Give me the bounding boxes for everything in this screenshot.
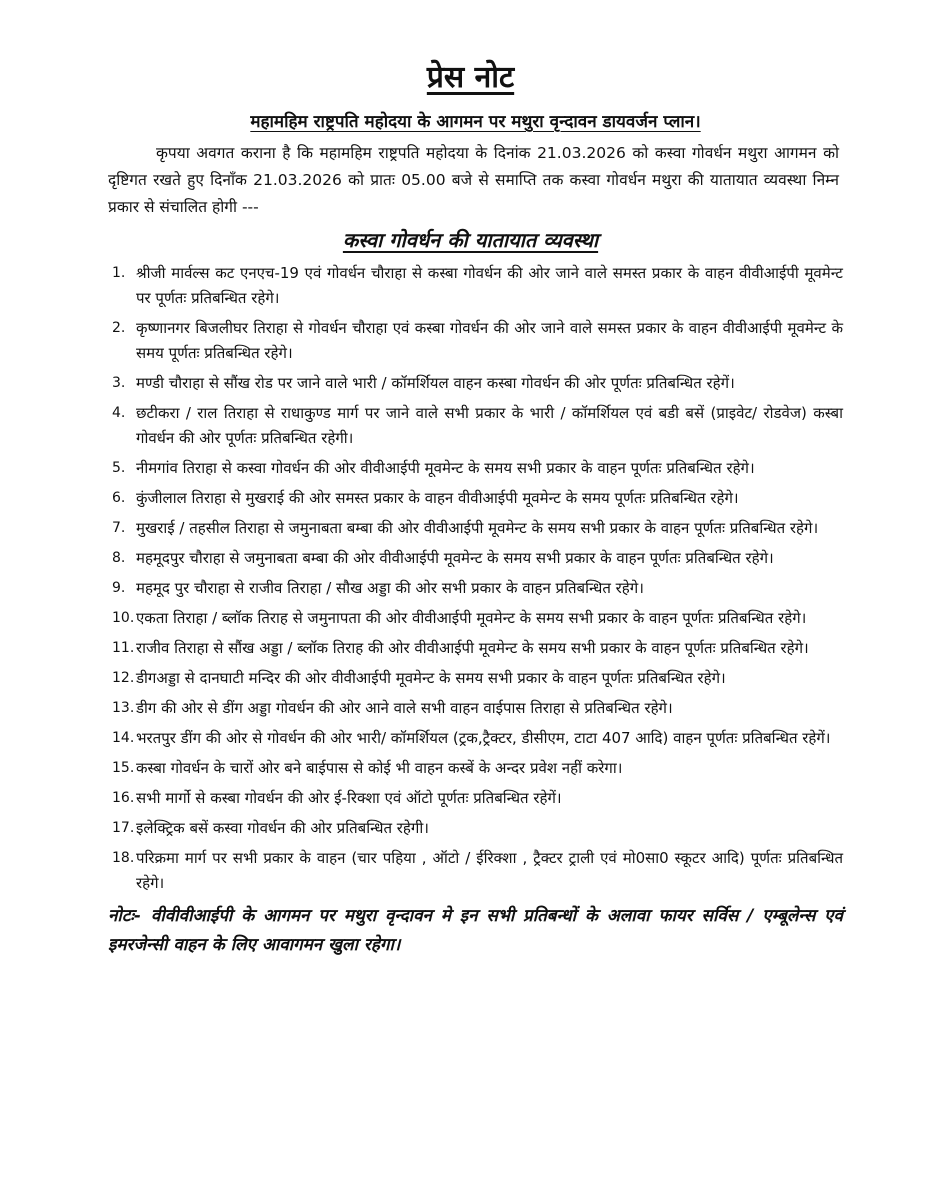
list-item-text: इलेक्ट्रिक बसें कस्वा गोवर्धन की ओर प्रतिबन्धित रहेगी। — [136, 819, 429, 837]
document-subtitle: महामहिम राष्ट्रपति महोदया के आगमन पर मथुरा वृन्दावन डायवर्जन प्लान। — [250, 112, 701, 132]
list-item-number: 18. — [112, 850, 135, 866]
list-item-number: 1. — [112, 265, 126, 281]
list-item — [112, 636, 829, 661]
intro-paragraph: कृपया अवगत कराना है कि महामहिम राष्ट्रपति महोदया के दिनांक 21.03.2026 को कस्वा गोवर्धन मथुरा आगमन को दृष्टिगत रखते हुए दिनाँक 21.03.2026 को प्रातः 05.00 बजे से समाप्ति तक कस्वा गोवर्धन मथुरा की यातायात व्यवस्था निम्न प्रकार से संचालित होगी --- — [108, 144, 839, 216]
list-item — [112, 696, 829, 721]
list-item-text: कस्बा गोवर्धन के चारों ओर बने बाईपास से कोई भी वाहन कस्बें के अन्दर प्रवेश नहीं करेगा। — [136, 759, 623, 777]
list-item-text: कृष्णानगर बिजलीघर तिराहा से गोवर्धन चौराहा एवं कस्बा गोवर्धन की ओर जाने वाले समस्त प्रकार के वाहन वीवीआईपी मूवमेन्ट के समय पूर्णतः प्रतिबन्धित रहेगे। — [136, 319, 843, 362]
list-item — [112, 756, 829, 781]
list-item-number: 3. — [112, 375, 126, 391]
list-item-number: 16. — [112, 790, 135, 806]
list-item-number: 14. — [112, 730, 135, 746]
list-item-text: डीगअड्डा से दानघाटी मन्दिर की ओर वीवीआईपी मूवमेन्ट के समय सभी प्रकार के वाहन पूर्णतः प्रतिबन्धित रहेगे। — [136, 669, 726, 687]
list-item-text: एकता तिराहा / ब्लॉक तिराह से जमुनापता की ओर वीवीआईपी मूवमेन्ट के समय सभी प्रकार के वाहन पूर्णतः प्रतिबन्धित रहेगे। — [136, 609, 807, 627]
document-title: प्रेस नोट — [426, 60, 515, 95]
list-item-number: 6. — [112, 490, 126, 506]
list-item — [112, 456, 829, 481]
list-item-number: 9. — [112, 580, 126, 596]
list-item — [112, 846, 843, 896]
footer-note — [108, 902, 843, 960]
list-item-number: 2. — [112, 320, 126, 336]
list-item — [112, 371, 829, 396]
list-item-text: परिक्रमा मार्ग पर सभी प्रकार के वाहन (चार पहिया , ऑटो / ईरिक्शा , ट्रैक्टर ट्राली एवं मो0सा0 स्कूटर आदि) पूर्णतः प्रतिबन्धित रहेगे। — [136, 849, 843, 892]
list-item — [112, 516, 829, 541]
list-item-text: कुंजीलाल तिराहा से मुखराई की ओर समस्त प्रकार के वाहन वीवीआईपी मूवमेन्ट के समय पूर्णतः प्रतिबन्धित रहेगे। — [136, 489, 739, 507]
list-item-number: 17. — [112, 820, 135, 836]
list-item — [112, 726, 829, 751]
list-item-number: 5. — [112, 460, 126, 476]
list-item-text: महमूद पुर चौराहा से राजीव तिराहा / सौख अड्डा की ओर सभी प्रकार के वाहन प्रतिबन्धित रहेगे। — [136, 579, 644, 597]
list-item-text: श्रीजी मार्वल्स कट एनएच-19 एवं गोवर्धन चौराहा से कस्बा गोवर्धन की ओर जाने वाले समस्त प्रकार के वाहन वीवीआईपी मूवमेन्ट पर पूर्णतः प्रतिबन्धित रहेगे। — [136, 264, 843, 307]
list-item-number: 10. — [112, 610, 135, 626]
list-item-text: नीमगांव तिराहा से कस्वा गोवर्धन की ओर वीवीआईपी मूवमेन्ट के समय सभी प्रकार के वाहन पूर्णतः प्रतिबन्धित रहेगे। — [136, 459, 755, 477]
note-label: नोटः- — [108, 906, 141, 926]
list-item-number: 4. — [112, 405, 126, 421]
list-item-text: डीग की ओर से डींग अड्डा गोवर्धन की ओर आने वाले सभी वाहन वाईपास तिराहा से प्रतिबन्धित रहेगे। — [136, 699, 673, 717]
list-item — [112, 786, 829, 811]
list-item-number: 7. — [112, 520, 126, 536]
list-item — [112, 316, 843, 366]
list-item — [112, 486, 829, 511]
list-item-text: महमूदपुर चौराहा से जमुनाबता बम्बा की ओर वीवीआईपी मूवमेन्ट के समय सभी प्रकार के वाहन पूर्णतः प्रतिबन्धित रहेगे। — [136, 549, 774, 567]
list-item-number: 15. — [112, 760, 135, 776]
list-item-text: मण्डी चौराहा से सौंख रोड पर जाने वाले भारी / कॉमर्शियल वाहन कस्बा गोवर्धन की ओर पूर्णतः प्रतिबन्धित रहेगें। — [136, 374, 735, 392]
note-text: वीवीवीआईपी के आगमन पर मथुरा वृन्दावन मे इन सभी प्रतिबन्धों के अलावा फायर सर्विस / एम्बूलेन्स एवं इमरजेन्सी वाहन के लिए आवागमन खुला रहेगा। — [108, 906, 843, 955]
list-item — [112, 401, 843, 451]
list-item — [112, 816, 829, 841]
list-item-number: 13. — [112, 700, 135, 716]
list-item-number: 8. — [112, 550, 126, 566]
list-item — [112, 606, 829, 631]
list-item-text: मुखराई / तहसील तिराहा से जमुनाबता बम्बा की ओर वीवीआईपी मूवमेन्ट के समय सभी प्रकार के वाहन पूर्णतः प्रतिबन्धित रहेगे। — [136, 519, 819, 537]
list-item-text: भरतपुर डींग की ओर से गोवर्धन की ओर भारी/ कॉमर्शियल (ट्रक,ट्रैक्टर, डीसीएम, टाटा 407 आदि) वाहन पूर्णतः प्रतिबन्धित रहेगें। — [136, 729, 831, 747]
list-item-number: 11. — [112, 640, 135, 656]
list-item — [112, 546, 829, 571]
list-item-text: राजीव तिराहा से सौंख अड्डा / ब्लॉक तिराह की ओर वीवीआईपी मूवमेन्ट के समय सभी प्रकार के वाहन पूर्णतः प्रतिबन्धित रहेगे। — [136, 639, 809, 657]
section-heading: कस्वा गोवर्धन की यातायात व्यवस्था — [342, 228, 599, 252]
list-item — [112, 666, 829, 691]
list-item-number: 12. — [112, 670, 135, 686]
list-item-text: सभी मार्गो से कस्बा गोवर्धन की ओर ई-रिक्शा एवं ऑटो पूर्णतः प्रतिबन्धित रहेगें। — [136, 789, 562, 807]
traffic-rules-list — [112, 261, 843, 896]
list-item — [112, 576, 829, 601]
list-item — [112, 261, 843, 311]
list-item-text: छटीकरा / राल तिराहा से राधाकुण्ड मार्ग पर जाने वाले सभी प्रकार के भारी / कॉमर्शियल एवं बडी बसें (प्राइवेट/ रोडवेज) कस्बा गोवर्धन की ओर पूर्णतः प्रतिबन्धित रहेगी। — [136, 404, 843, 447]
